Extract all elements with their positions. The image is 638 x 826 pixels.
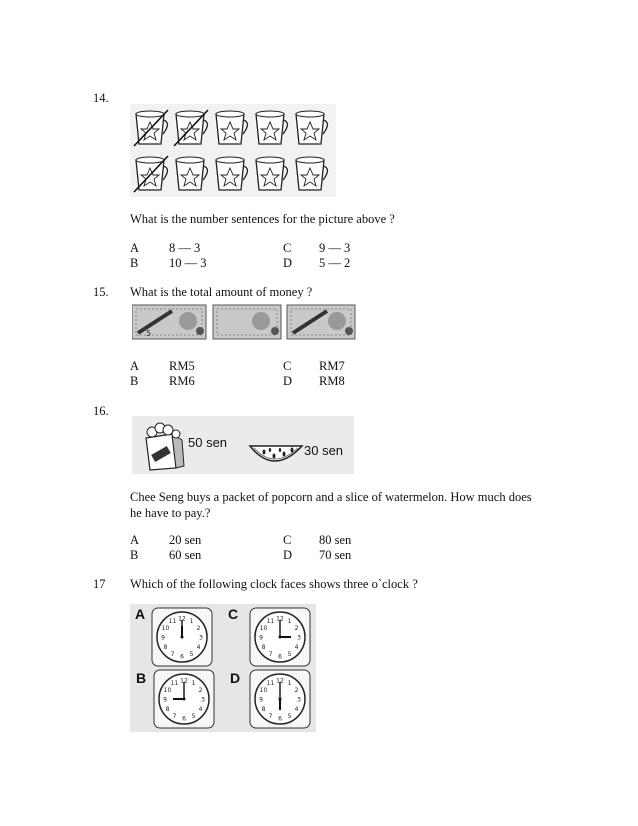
svg-text:4: 4 [198, 706, 203, 713]
svg-text:9: 9 [163, 696, 167, 704]
svg-text:3: 3 [201, 696, 205, 704]
clocks-picture [130, 604, 316, 732]
q14-option-a-text: 8 — 3 [169, 241, 201, 255]
svg-text:11: 11 [266, 680, 275, 687]
q14-option-b-text: 10 — 3 [169, 256, 207, 270]
cup-icon [174, 110, 208, 146]
banknote-icon [287, 305, 355, 339]
popcorn-price: 50 sen [188, 435, 228, 450]
cups-drawing [130, 104, 336, 197]
cup-icon [296, 111, 328, 144]
svg-text:12: 12 [276, 615, 284, 623]
svg-text:7: 7 [170, 651, 175, 658]
q17-question: Which of the following clock faces shows three o`clock ? [130, 577, 418, 591]
watermelon-price: 30 sen [304, 443, 344, 458]
q14-number: 14. [93, 91, 109, 105]
svg-text:4: 4 [294, 706, 299, 713]
q15-option-c-letter: C [283, 359, 292, 373]
q15-option-d-text: RM8 [319, 374, 345, 388]
svg-text:7: 7 [268, 713, 273, 720]
svg-text:5: 5 [189, 651, 194, 658]
svg-text:5: 5 [287, 713, 292, 720]
q16-question-line2: he have to pay.? [130, 506, 211, 520]
q15-question: What is the total amount of money ? [130, 285, 313, 299]
svg-text:9: 9 [259, 696, 263, 704]
q14-option-b-letter: B [130, 256, 139, 270]
svg-text:10: 10 [163, 687, 172, 694]
q15-option-a-text: RM5 [169, 359, 195, 373]
svg-text:9: 9 [161, 634, 165, 642]
svg-text:12: 12 [180, 677, 188, 685]
svg-text:12: 12 [178, 615, 186, 623]
q16-option-a-text: 20 sen [169, 533, 202, 547]
q15-option-d-letter: D [283, 374, 293, 388]
svg-text:12: 12 [276, 677, 284, 685]
clock-face-icon [250, 608, 310, 666]
svg-text:5: 5 [146, 329, 152, 338]
svg-text:8: 8 [261, 644, 266, 651]
svg-text:6: 6 [278, 715, 282, 723]
svg-text:5: 5 [191, 713, 196, 720]
q16-option-b-text: 60 sen [169, 548, 202, 562]
q14-option-d-text: 5 — 2 [319, 256, 351, 270]
q16-option-a-letter: A [130, 533, 140, 547]
clock-face-icon [154, 670, 214, 728]
svg-text:1: 1 [287, 680, 292, 687]
svg-text:5: 5 [287, 651, 292, 658]
q15-number: 15. [93, 285, 109, 299]
cup-icon [296, 157, 328, 190]
banknotes-drawing [132, 303, 356, 341]
svg-text:3: 3 [297, 634, 301, 642]
svg-text:6: 6 [180, 653, 184, 661]
q16-option-d-text: 70 sen [319, 548, 352, 562]
svg-text:7: 7 [268, 651, 273, 658]
svg-text:2: 2 [294, 687, 299, 694]
banknotes-picture [132, 303, 356, 341]
svg-text:2: 2 [294, 625, 299, 632]
clocks-drawing [130, 604, 316, 732]
svg-text:8: 8 [261, 706, 266, 713]
clock-label-b: B [136, 670, 147, 686]
svg-text:2: 2 [196, 625, 201, 632]
clock-face-icon [250, 670, 310, 728]
q14-option-c-text: 9 — 3 [319, 241, 351, 255]
cups-picture [130, 104, 336, 197]
svg-text:1: 1 [189, 618, 194, 625]
clock-label-d: D [230, 670, 241, 686]
banknote-icon [213, 305, 281, 339]
svg-text:10: 10 [259, 625, 268, 632]
banknote-icon [132, 305, 206, 339]
q15-option-b-text: RM6 [169, 374, 195, 388]
svg-text:10: 10 [161, 625, 170, 632]
svg-text:7: 7 [172, 713, 177, 720]
q16-option-c-letter: C [283, 533, 292, 547]
svg-text:4: 4 [294, 644, 299, 651]
q16-question-line1: Chee Seng buys a packet of popcorn and a slice of watermelon. How much does [130, 490, 532, 504]
q16-option-d-letter: D [283, 548, 293, 562]
q15-option-b-letter: B [130, 374, 139, 388]
food-picture [132, 416, 354, 474]
q14-option-c-letter: C [283, 241, 292, 255]
svg-text:8: 8 [165, 706, 170, 713]
cup-icon [256, 111, 288, 144]
q14-option-a-letter: A [130, 241, 140, 255]
svg-text:9: 9 [259, 634, 263, 642]
q16-option-b-letter: B [130, 548, 139, 562]
cup-icon [256, 157, 288, 190]
svg-text:4: 4 [196, 644, 201, 651]
q14-option-d-letter: D [283, 256, 293, 270]
svg-text:3: 3 [199, 634, 203, 642]
svg-text:6: 6 [278, 653, 282, 661]
svg-text:11: 11 [168, 618, 177, 625]
clock-label-c: C [228, 606, 239, 622]
svg-text:11: 11 [266, 618, 275, 625]
svg-text:10: 10 [259, 687, 268, 694]
q15-option-a-letter: A [130, 359, 140, 373]
svg-text:1: 1 [191, 680, 196, 687]
cup-icon [216, 157, 248, 190]
q16-number: 16. [93, 404, 109, 418]
cup-icon [176, 157, 208, 190]
svg-text:2: 2 [198, 687, 203, 694]
svg-text:8: 8 [163, 644, 168, 651]
svg-text:1: 1 [287, 618, 292, 625]
svg-text:6: 6 [182, 715, 186, 723]
clock-face-icon [152, 608, 212, 666]
cup-icon [216, 111, 248, 144]
q16-option-c-text: 80 sen [319, 533, 352, 547]
q15-option-c-text: RM7 [319, 359, 345, 373]
clock-label-a: A [135, 606, 146, 622]
q14-question: What is the number sentences for the picture above ? [130, 212, 395, 226]
cup-icon [134, 156, 168, 192]
svg-text:11: 11 [170, 680, 179, 687]
watermelon-icon [250, 446, 302, 461]
popcorn-icon [146, 423, 184, 470]
svg-text:3: 3 [297, 696, 301, 704]
cup-icon [134, 110, 168, 146]
q17-number: 17 [93, 577, 106, 591]
